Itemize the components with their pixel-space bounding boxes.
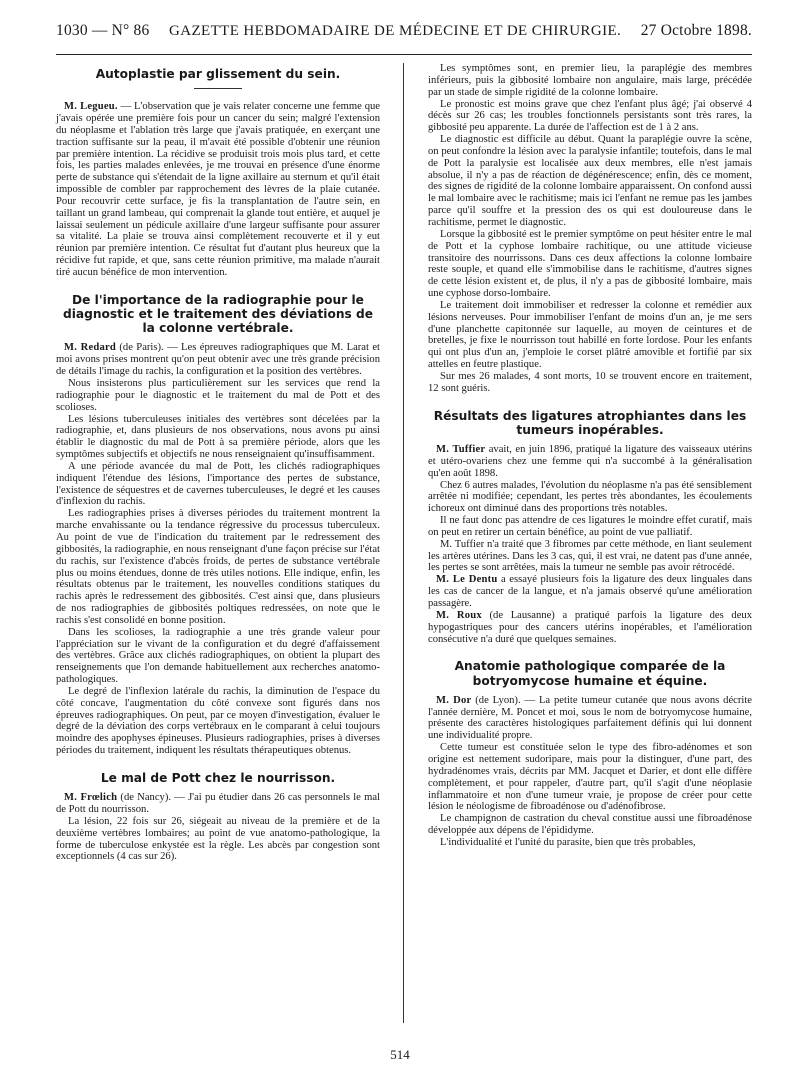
paragraph [428,480,752,516]
paragraph-text: (de Lausanne) a pratiqué parfois la ligature des deux hypogastriques pour des cancers utérins inopérables, et l'amélioration consécutive n'a duré que quelques semaines. [428,609,752,645]
paragraph [56,378,380,414]
paragraph-text: A une période avancée du mal de Pott, les clichés radiographiques indiquent l'étendue des lésions, l'importance des pertes de substance, l'existence de séquestres et de cavernes tuberculeuses, le degré et les causes d'inflexion du rachis. [56,460,380,508]
paragraph-text: a essayé plusieurs fois la ligature des deux linguales dans les cas de cancer de la langue, et n'a jamais observé qu'une amélioration passagère. [428,574,752,609]
article-section [56,293,380,757]
paragraph-text: Les lésions tuberculeuses initiales des vertèbres sont décelées par la radiographie, et, dans plusieurs de nos observations, nous avons pu ainsi établir le diagnostic du mal de Pott à sa première période, alors que les symptômes subjectifs et objectifs ne nous renseignaient qu'insuffisamment. [56,413,380,461]
paragraph [56,792,380,816]
paragraph-text: Cette tumeur est constituée selon le type des fibro-adénomes et son origine est nettement sudoripare, mais pour la distinguer, d'une part, des hydradénomes vrais, décrits par MM. Jacquet et Darier, et dont elle diffère complètement, et pour rappeler, d'autre part, qu'il s'agit d'une néoplasie inflammatoire et non d'une tumeur vraie, je propose de créer pour cette lésion le néologisme de fibroadénose ou d'adénofibrose. [428,742,752,813]
section-title: Le mal de Pott chez le nourrisson. [100,771,336,785]
header-rule [56,54,752,55]
section-title: Anatomie pathologique comparée de la botryomycose humaine et équine. [454,659,726,688]
paragraph-text: (de Nancy). — J'ai pu étudier dans 26 cas personnels le mal de Pott du nourrisson. [56,792,380,816]
speaker-name: M. Redard [64,342,116,354]
paragraph [428,134,752,229]
article-section [428,409,752,646]
paragraph-text: L'individualité et l'unité du parasite, bien que très probables, [440,836,696,848]
paragraph [428,695,752,742]
paragraph [56,816,380,863]
paragraph [56,508,380,626]
paragraph [428,444,752,480]
paragraph-text: Les symptômes sont, en premier lieu, la paraplégie des membres inférieurs, puis la gibbosité lombaire non angulaire, mais large, précédée par un stade de simple rigidité de la colonne lombaire. [428,63,752,98]
paragraph [56,461,380,508]
paragraph-text: (de Paris). — Les épreuves radiographiques que M. Larat et moi avons prises montrent qu'on peut obtenir avec une très grande précision de détails l'image du rachis, la configuration et la position des vertèbres. [56,342,380,378]
speaker-name: M. Dor [436,694,472,706]
article-section [428,659,752,848]
column-divider [403,63,404,1023]
paragraph-text: Sur mes 26 malades, 4 sont morts, 10 se trouvent encore en traitement, 12 sont guéris. [428,370,752,394]
page-number: 1030 [56,22,88,39]
speaker-name: M. Legueu. [64,101,118,113]
paragraph-text: Nous insisterons plus particulièrement sur les services que rend la radiographie pour le diagnostic et le traitement du mal de Pott et des scolioses. [56,378,380,413]
paragraph-text: Lorsque la gibbosité est le premier symptôme on peut hésiter entre le mal de Pott et la cyphose lombaire rachitique, ou une attitude vicieuse transitoire des nourrissons. Dans ces deux affections la colonne lombaire reste souple, et quand elle s'immobilise dans le rachitisme, d'autres signes de cette lésion existent et, de plus, il n'y a pas de gibbosité lombaire, mais une cyphose dorso-lombaire. [428,228,752,300]
paragraph [428,837,752,849]
paragraph-text: Le champignon de castration du cheval constitue aussi une fibroadénose développée aux dépens de l'épididyme. [428,813,752,837]
right-column [428,63,752,877]
paragraph [428,515,752,539]
section-title: Autoplastie par glissement du sein. [95,67,341,81]
paragraph [428,229,752,300]
paragraph-text: Le pronostic est moins grave que chez l'enfant plus âgé; j'ai observé 4 décès sur 26 cas; les troubles fonctionnels persistants sont très rares, la gibbosité peu apparente. La durée de l'affection est de 1 à 2 ans. [428,98,752,134]
paragraph-text: Le traitement doit immobiliser et redresser la colonne et remédier aux lésions nerveuses. Pour immobiliser l'enfant de moins d'un an, je me sers d'une planchette capitonnée sur laquelle, au moyen de ceintures et de bretelles, je fixe le nourrisson tout habillé en forte lordose. Pour les enfants qui ont plus d'un an, j'emploie le corset plâtré amovible et fortifié par six attelles en feutre plastique. [428,299,752,371]
speaker-name: M. Le Dentu [436,574,498,586]
paragraph [428,574,752,610]
paragraph [428,99,752,135]
paragraph [56,101,380,279]
paragraph [428,371,752,395]
paragraph-text: Les radiographies prises à diverses périodes du traitement montrent la marche envahissante ou la tendance régressive du processus tuberculeux. Au point de vue de l'indication du traitement par le redressement des gibbosités, la radiographie, en nous renseignant d'une façon précise sur l'état du rachis, sur l'existence d'abcès froids, de pertes de substance vertébrale plus ou moins étendues, donne de très utiles notions. Elle indique, enfin, les résultats obtenus par le traitement, les nouvelles conditions statiques du rachis après le redressement des gibbosités. C'est ainsi que, dans plusieurs de nos radiographies de gibbosités poltiques redressées, on note que le rachis s'est consolidé en bonne position. [56,508,380,626]
paragraph [428,742,752,813]
paragraph-text: Le degré de l'inflexion latérale du rachis, la diminution de l'espace du côté concave, l'augmentation du côté convexe sont figurés dans nos épreuves radiographiques. On peut, par ce moyen d'investigation, évaluer le degré de la déviation des corps vertébraux en le comparant à celui toujours moindre des apophyses épineuses. Plusieurs radiographies, prises à diverses périodes du traitement, indiquent les résultats thérapeutiques obtenus. [56,685,380,757]
paragraph [428,300,752,371]
article-section [56,67,380,279]
speaker-name: M. Frœlich [64,792,118,804]
paragraph-text: (de Lyon). — La petite tumeur cutanée que nous avons décrite l'année dernière, M. Poncet et moi, sous le nom de botryomycose humaine, présente des caractères histologiques parfaitement définis qui lui donnent une individualité propre. [428,694,752,742]
paragraph-text: Le diagnostic est difficile au début. Quant la paraplégie ouvre la scène, on peut confondre la lésion avec la paralysie infantile; toutefois, dans le mal de Pott la paralysie est localisée aux deux membres, elle n'est jamais absolue, il n'y a pas de réaction de dégénérescence; enfin, dès ce moment, des signes de rigidité de la colonne lombaire apparaissent. On confond aussi le mal lombaire avec le rachitisme; mais ici l'enfant ne remue pas les jambes parce qu'il souffre et la pression des os qui est douloureuse dans le rachitisme, permet le diagnostic. [428,134,753,228]
paragraph-text: Dans les scolioses, la radiographie a une très grande valeur pour l'appréciation sur le vivant de la configuration et du degré d'affaissement des vertèbres. Grâce aux clichés radiographiques, on obtient la plupart des renseignements que l'on demande habituellement aux recherches anatomo-pathologiques. [56,626,380,686]
speaker-name: M. Roux [436,609,482,621]
paragraph [428,813,752,837]
section-title: Résultats des ligatures atrophiantes dans les tumeurs inopérables. [433,408,747,437]
issue-date: 27 Octobre 1898. [640,22,752,39]
paragraph-text: Il ne faut donc pas attendre de ces ligatures le moindre effet curatif, mais on peut en retirer un certain bénéfice, au point de vue palliatif. [428,515,752,538]
paragraph-text: M. Tuffier n'a traité que 3 fibromes par cette méthode, en liant seulement les artères utérines. Dans les 3 cas, qui, il est vrai, ne datent pas d'une année, les pertes se sont arrêtées, mais la tumeur ne semble pas avoir rétrocédé. [428,538,752,574]
speaker-name: M. Tuffier [436,444,486,456]
paragraph-text: La lésion, 22 fois sur 26, siégeait au niveau de la première et de la deuxième vertèbres lombaires; au point de vue anatomo-pathologique, la forme de tuberculose enkystée est la règle. Les abcès par congestion sont exceptionnels (4 cas sur 26). [56,815,380,863]
paragraph-text: Chez 6 autres malades, l'évolution du néoplasme n'a pas été sensiblement arrêtée ni modifiée; cependant, les pertes très abondantes, les écoulements ichoreux ont diminué dans des proportions très notables. [428,479,752,515]
running-head-left [56,22,149,40]
paragraph-text: avait, en juin 1896, pratiqué la ligature des vaisseaux utérins et utéro-ovariens chez une femme qui n'a succombé à la généralisation qu'en août 1898. [428,444,752,479]
paragraph [56,627,380,686]
paragraph [56,686,380,757]
paragraph [56,414,380,461]
article-section [428,63,752,395]
article-section [56,771,380,863]
left-column [56,63,380,877]
paragraph [56,342,380,378]
issue-number: — N° 86 [91,22,150,39]
journal-title: GAZETTE HEBDOMADAIRE DE MÉDECINE ET DE CHIRURGIE. [168,23,622,39]
paragraph [428,63,752,99]
running-head [56,22,752,44]
paragraph-text: — L'observation que je vais relater concerne une femme que j'avais opérée une première fois pour un cancer du sein; malgré l'extension du néoplasme et l'ablation très large que j'avais pratiquée, en exerçant une traction suffisante sur la peau, il m'avait été possible d'obtenir une réunion par première intention. La récidive se produisit trois mois plus tard, et cette fois, les parties malades enlevées, je me trouvai en présence d'une énorme perte de substance qui s'étendait de la ligne axillaire au sternum et qu'il était impossible de combler par rapprochement des lèvres de la plaie cutanée. Pour recouvrir cette surface, je fis la transplantation de l'autre sein, en taillant un grand lambeau, qui comprenait la glande tout entière, et auquel je laissai seulement un pédicule axillaire d'une largeur suffisante pour assurer sa vitalité. La plaie se trouva ainsi complètement recouverte et il y eut réunion par première intention. Ce résultat fut d'autant plus heureux que la récidive fut rapide, et que, sans cette réunion primitive, ma malade n'aurait tiré aucun bénéfice de mon intervention. [56,101,381,279]
title-rule [194,88,242,89]
paragraph [428,610,752,646]
folio: 514 [390,1047,410,1062]
paragraph [428,539,752,575]
section-title: De l'importance de la radiographie pour le diagnostic et le traitement des déviations de la colonne vertébrale. [62,292,374,336]
article-columns [56,63,752,877]
